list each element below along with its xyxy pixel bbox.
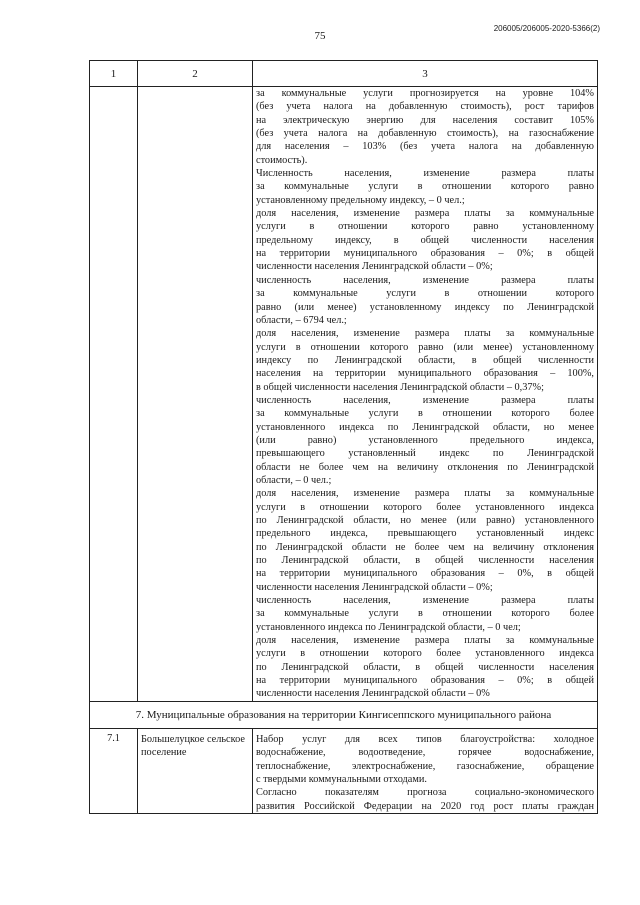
- text-line: за коммунальные услуги прогнозируется на уровне 104%: [256, 88, 594, 99]
- text-line: области, – 6794 чел.;: [256, 314, 347, 326]
- continued-row: [90, 87, 598, 702]
- table-header-row: [90, 61, 598, 87]
- text-line: развития Российской Федерации на 2020 год рост платы граждан: [256, 800, 594, 812]
- text-line: водоснабжение, водоотведение, горячее водоснабжение,: [256, 747, 594, 759]
- entry-name: Большелуцкое сельское поселение: [138, 728, 253, 813]
- text-line: по Ленинградской области, в общей численности населения: [256, 555, 594, 567]
- text-line: на территории муниципального образования – 0%; в общей: [256, 248, 594, 260]
- text-line: равно (или менее) установленному индексу по Ленинградской: [256, 301, 594, 313]
- text-line: услуги в отношении которого равно установленному: [256, 221, 594, 233]
- text-line: на территории муниципального образования – 0%; в общей: [256, 675, 594, 687]
- text-line: численности населения Ленинградской области – 0%;: [256, 581, 493, 593]
- text-line: установленного индекса по Ленинградской области, – 0 чел;: [256, 621, 521, 633]
- text-line: установленного индекса по Ленинградской области, но менее: [256, 421, 594, 433]
- text-line: стоимость).: [256, 154, 308, 166]
- entry-text-cell: [253, 728, 598, 813]
- text-line: услуги в отношении которого равно (или менее) установленному: [256, 341, 594, 353]
- text-line: по Ленинградской области, в общей численности населения: [256, 661, 594, 673]
- text-line: населения на территории муниципального образования – 100%,: [256, 368, 594, 380]
- column-header-2: 2: [138, 61, 253, 87]
- entry-paragraphs: [256, 733, 594, 813]
- text-line: за коммунальные услуги в отношении которого: [256, 288, 594, 300]
- text-line: численности населения Ленинградской области – 0%;: [256, 261, 493, 273]
- text-line: за коммунальные услуги в отношении которого более: [256, 408, 594, 420]
- text-line: на территории муниципального образования – 0%, в общей: [256, 568, 594, 580]
- entry-row: [90, 728, 598, 813]
- text-line: за коммунальные услуги в отношении которого равно: [256, 181, 594, 193]
- text-line: за коммунальные услуги в отношении которого более: [256, 608, 594, 620]
- text-line: численность населения, изменение размера платы: [256, 595, 594, 607]
- text-line: с твердыми коммунальными отходами.: [256, 773, 427, 785]
- text-line: численность населения, изменение размера платы: [256, 274, 594, 286]
- text-line: доля населения, изменение размера платы за коммунальные: [256, 488, 594, 500]
- page-number: 75: [314, 30, 326, 42]
- text-line: области, – 0 чел.;: [256, 474, 332, 486]
- section-title: 7. Муниципальные образования на территории Кингисеппского муниципального района: [90, 701, 598, 728]
- continued-paragraphs: [256, 87, 594, 701]
- tariff-table: [89, 60, 598, 814]
- text-line: превышающего установленный индекс по Ленинградской: [256, 448, 594, 460]
- text-line: (или равно) установленного предельного индекса,: [256, 434, 594, 446]
- entry-number: 7.1: [90, 728, 138, 813]
- text-line: индексу по Ленинградской области, в общей численности: [256, 354, 594, 366]
- text-line: Набор услуг для всех типов благоустройства: холодное: [256, 733, 594, 745]
- text-line: Согласно показателям прогноза социально-экономического: [256, 787, 594, 799]
- section-row: [90, 701, 598, 728]
- text-line: (без учета налога на добавленную стоимость), на газоснабжение: [256, 128, 594, 140]
- continued-text-cell: [253, 87, 598, 702]
- text-line: услуги в отношении которого более установленного индекса: [256, 648, 594, 660]
- text-line: доля населения, изменение размера платы за коммунальные: [256, 635, 594, 647]
- text-line: (без учета налога на добавленную стоимость), рост тарифов: [256, 101, 594, 113]
- column-header-1: 1: [90, 61, 138, 87]
- text-line: по Ленинградской области, но менее (или равно) установленного: [256, 515, 594, 526]
- text-line: теплоснабжение, электроснабжение, газоснабжение, обращение: [256, 760, 594, 772]
- text-line: численности населения Ленинградской области – 0%: [256, 688, 490, 700]
- text-line: области не более чем на величину отклонения по Ленинградской: [256, 461, 594, 473]
- continued-number-cell: [90, 87, 138, 702]
- text-line: Численность населения, изменение размера платы: [256, 168, 594, 180]
- text-line: предельному индексу, в общей численности населения: [256, 234, 594, 246]
- text-line: численность населения, изменение размера платы: [256, 394, 594, 406]
- continued-name-cell: [138, 87, 253, 702]
- text-line: для населения – 103% (без учета налога на добавленную: [256, 141, 594, 153]
- text-line: по Ленинградской области не более чем на величину отклонения: [256, 541, 594, 553]
- column-header-3: 3: [253, 61, 598, 87]
- document-id: 206005/206005-2020-5366(2): [493, 24, 600, 33]
- text-line: установленному предельному индексу, – 0 чел.;: [256, 194, 465, 206]
- text-line: на электрическую энергию для населения составит 105%: [256, 114, 594, 126]
- text-line: доля населения, изменение размера платы за коммунальные: [256, 328, 594, 340]
- text-line: доля населения, изменение размера платы за коммунальные: [256, 208, 594, 220]
- text-line: в общей численности населения Ленинградской области – 0,37%;: [256, 381, 544, 393]
- text-line: услуги в отношении которого более установленного индекса: [256, 501, 594, 513]
- text-line: предельного индекса, превышающего установленный индекс: [256, 528, 594, 540]
